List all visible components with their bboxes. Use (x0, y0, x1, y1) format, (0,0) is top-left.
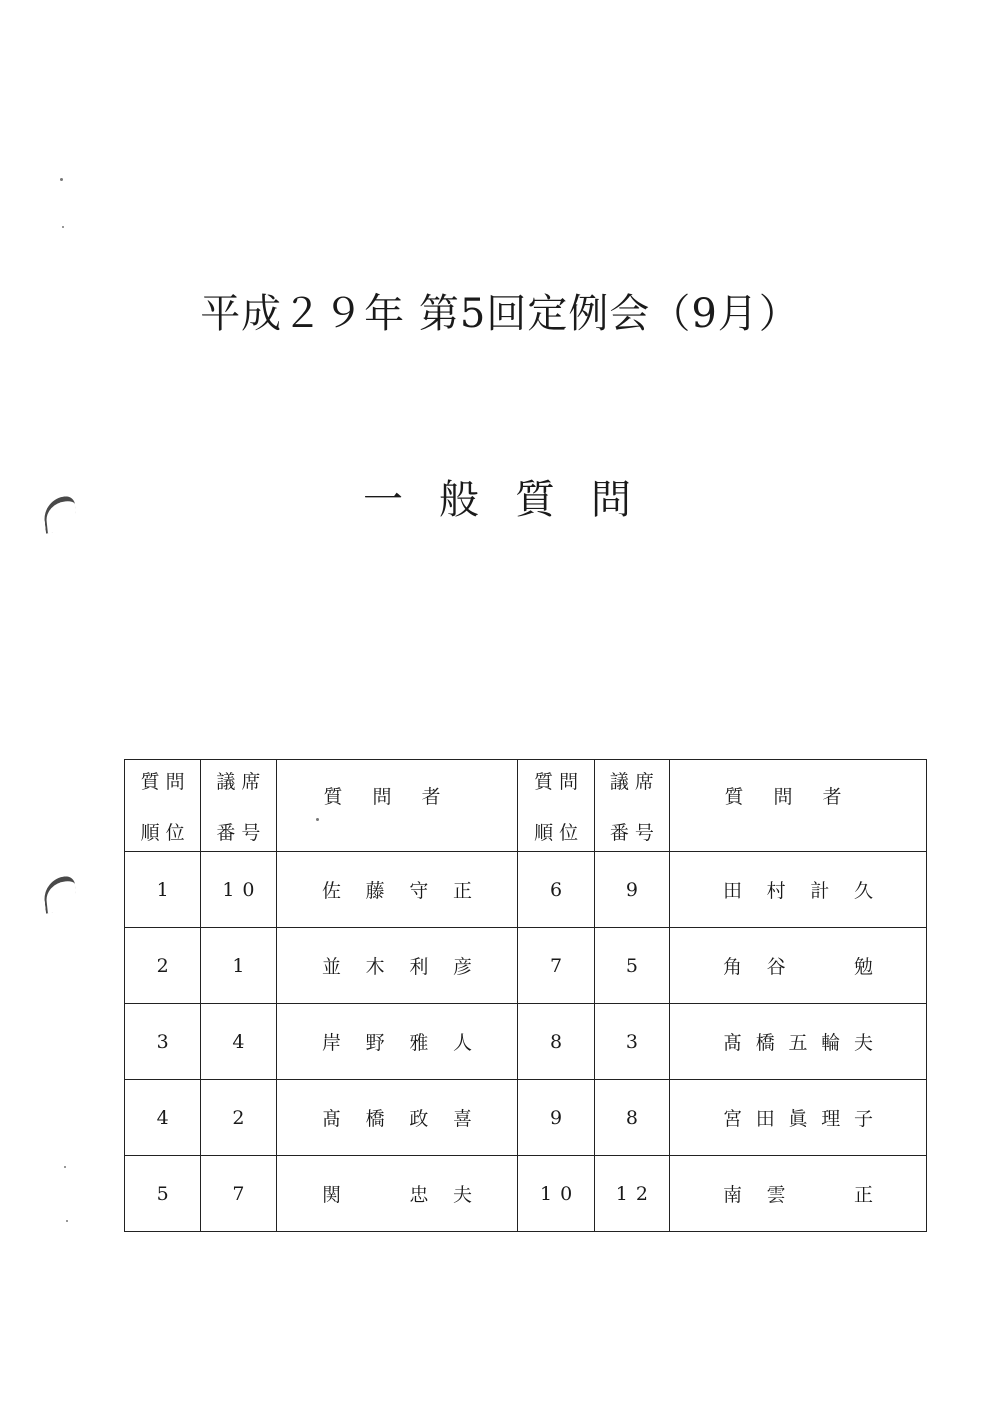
question-order-table (124, 759, 927, 1232)
table-row (125, 1004, 927, 1080)
order-cell: 5 (125, 1156, 201, 1232)
order-cell: 8 (518, 1004, 594, 1080)
page-subtitle: 一般質問 (363, 477, 667, 523)
questioner-name: 田村計久 (723, 880, 873, 902)
header-questioner-label: 質問者 (724, 786, 872, 808)
header-questioner (670, 760, 927, 852)
header-order-bottom: 順位 (534, 821, 585, 844)
questioner-name: 並木利彦 (322, 956, 472, 978)
table-row (125, 928, 927, 1004)
table-row (125, 1080, 927, 1156)
seat-cell: 1 (201, 928, 276, 1004)
header-order-top: 質問 (534, 770, 585, 793)
order-cell: 3 (125, 1004, 201, 1080)
page-title: 平成２９年 第5回定例会（9月） (200, 291, 800, 337)
scan-speck (64, 1166, 66, 1168)
questioner-cell (670, 928, 927, 1004)
questioner-name: 南雲 正 (723, 1184, 873, 1206)
questioner-cell (670, 1004, 927, 1080)
order-cell: 2 (125, 928, 201, 1004)
scan-speck (66, 1220, 68, 1222)
questioner-cell (276, 1004, 518, 1080)
questioner-cell (276, 852, 518, 928)
questioner-cell (276, 1156, 518, 1232)
questioner-name: 角谷 勉 (723, 956, 873, 978)
questioner-cell (670, 852, 927, 928)
header-order-top: 質問 (140, 770, 191, 793)
seat-cell: 12 (594, 1156, 669, 1232)
seat-cell: 8 (594, 1080, 669, 1156)
header-seat-top: 議席 (609, 770, 660, 793)
order-cell: 7 (518, 928, 594, 1004)
table-header-row (125, 760, 927, 852)
header-seat-number (594, 760, 669, 852)
questioner-cell (276, 928, 518, 1004)
header-questioner (276, 760, 518, 852)
table-row (125, 1156, 927, 1232)
questioner-name: 関 忠夫 (322, 1184, 472, 1206)
questioner-cell (276, 1080, 518, 1156)
header-seat-top: 議席 (216, 770, 267, 793)
order-cell: 9 (518, 1080, 594, 1156)
seat-cell: 9 (594, 852, 669, 928)
header-question-order (518, 760, 594, 852)
scan-speck (60, 178, 63, 181)
header-seat-number (201, 760, 276, 852)
header-order-bottom: 順位 (140, 821, 191, 844)
header-seat-bottom: 番号 (216, 821, 267, 844)
scan-speck (62, 226, 64, 228)
table-row (125, 852, 927, 928)
questioner-name: 髙橋五輪夫 (723, 1032, 873, 1054)
header-question-order (125, 760, 201, 852)
order-cell: 1 (125, 852, 201, 928)
questioner-cell (670, 1080, 927, 1156)
order-cell: 6 (518, 852, 594, 928)
seat-cell: 3 (594, 1004, 669, 1080)
questioner-cell (670, 1156, 927, 1232)
questioner-name: 宮田眞理子 (723, 1108, 873, 1130)
order-cell: 4 (125, 1080, 201, 1156)
questioner-name: 佐藤守正 (322, 880, 472, 902)
order-cell: 10 (518, 1156, 594, 1232)
header-seat-bottom: 番号 (609, 821, 660, 844)
seat-cell: 5 (594, 928, 669, 1004)
seat-cell: 4 (201, 1004, 276, 1080)
questioner-name: 髙橋政喜 (322, 1108, 472, 1130)
seat-cell: 10 (201, 852, 276, 928)
header-questioner-label: 質問者 (323, 786, 471, 808)
seat-cell: 2 (201, 1080, 276, 1156)
questioner-name: 岸野雅人 (322, 1032, 472, 1054)
punch-hole (42, 875, 77, 913)
seat-cell: 7 (201, 1156, 276, 1232)
